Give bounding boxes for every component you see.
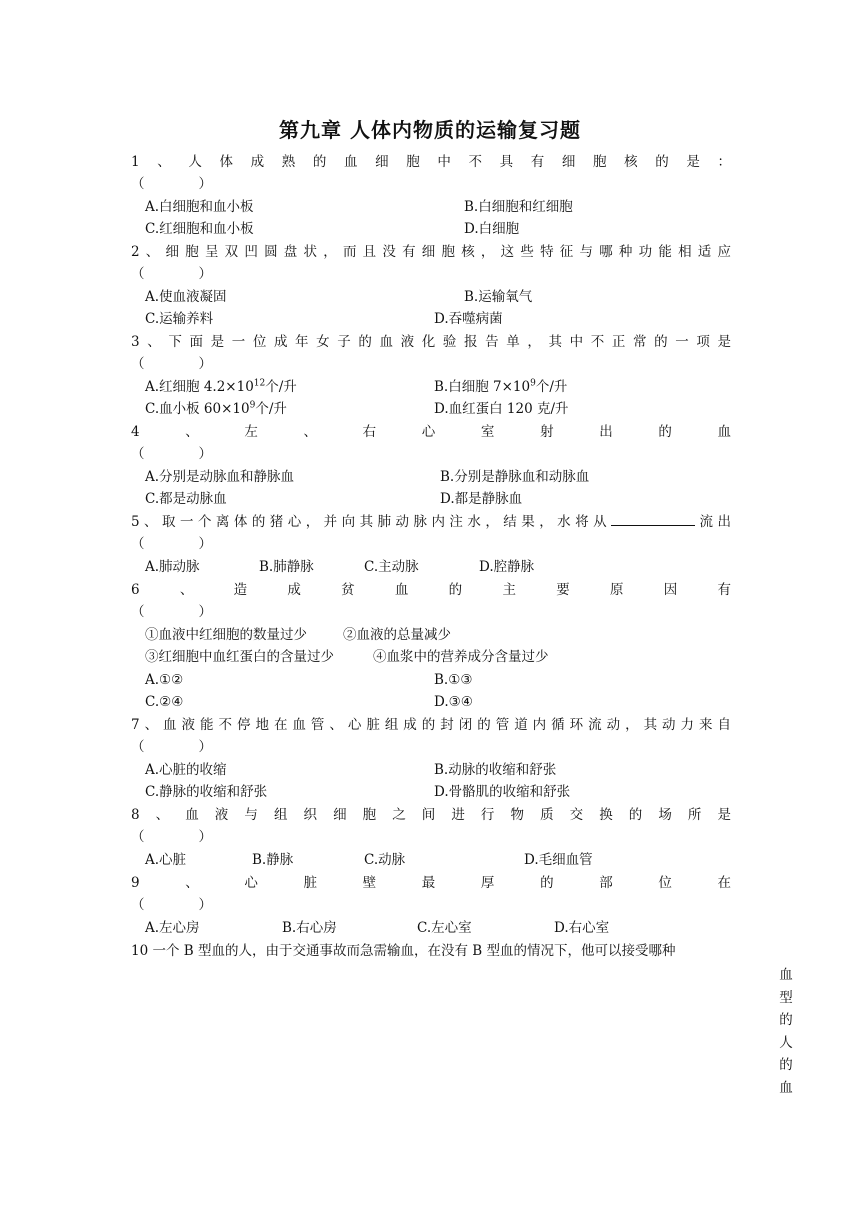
q6-option-d: D.③④ bbox=[434, 694, 473, 710]
q3-option-d: D.血红蛋白 120 克/升 bbox=[434, 401, 569, 417]
q3-option-a-exponent: 12 bbox=[253, 378, 266, 389]
question-9-answer-bracket: （ ） bbox=[131, 897, 212, 913]
continuation-char: 型 bbox=[779, 989, 793, 1006]
q8-option-c: C.动脉 bbox=[364, 852, 406, 868]
q3-option-a bbox=[145, 376, 297, 398]
q5-option-d: D.腔静脉 bbox=[479, 559, 535, 575]
question-3-answer-bracket: （ ） bbox=[131, 356, 212, 372]
question-4-answer-bracket: （ ） bbox=[131, 446, 212, 462]
q1-option-a: A.白细胞和血小板 bbox=[145, 199, 254, 215]
q9-option-b: B.右心房 bbox=[282, 920, 337, 936]
q6-option-b: B.①③ bbox=[434, 672, 473, 688]
question-5-stem-before: 5、取一个离体的猪心，并向其肺动脉内注水，结果，水将从 bbox=[131, 514, 612, 530]
answer-blank bbox=[611, 511, 695, 526]
question-7-stem: 7、血液能不停地在血管、心脏组成的封闭的管道内循环流动，其动力来自 bbox=[131, 717, 731, 733]
q6-option-a: A.①② bbox=[145, 672, 184, 688]
q7-option-c: C.静脉的收缩和舒张 bbox=[145, 784, 268, 800]
q9-option-c: C.左心室 bbox=[417, 920, 472, 936]
q6-item-3: ③红细胞中血红蛋白的含量过少 bbox=[145, 649, 334, 665]
question-1-answer-bracket: （ ） bbox=[131, 176, 212, 192]
question-8-answer-bracket: （ ） bbox=[131, 829, 212, 845]
continuation-char: 的 bbox=[779, 1012, 793, 1029]
q3-option-c bbox=[145, 398, 287, 420]
q8-option-b: B.静脉 bbox=[252, 852, 294, 868]
q2-option-a: A.使血液凝固 bbox=[145, 289, 227, 305]
question-7-answer-bracket: （ ） bbox=[131, 739, 212, 755]
q4-option-b: B.分别是静脉血和动脉血 bbox=[440, 469, 590, 485]
continuation-char: 人 bbox=[779, 1034, 793, 1051]
page-title: 第九章 人体内物质的运输复习题 bbox=[279, 118, 581, 142]
continuation-char: 血 bbox=[779, 967, 793, 983]
q3-option-a-unit: 个/升 bbox=[265, 379, 297, 395]
q7-option-a: A.心脏的收缩 bbox=[145, 762, 227, 778]
q7-option-d: D.骨骼肌的收缩和舒张 bbox=[434, 784, 571, 800]
q7-option-b: B.动脉的收缩和舒张 bbox=[434, 762, 557, 778]
question-2-stem: 2、细胞呈双凹圆盘状，而且没有细胞核，这些特征与哪种功能相适应 bbox=[131, 244, 731, 260]
question-9-stem: 9、心脏壁最厚的部位在 bbox=[131, 875, 731, 891]
q6-item-1: ①血液中红细胞的数量过少 bbox=[145, 627, 307, 643]
q3-option-c-text: C.血小板 60×10 bbox=[145, 401, 250, 417]
q9-option-d: D.右心室 bbox=[554, 920, 610, 936]
question-2-answer-bracket: （ ） bbox=[131, 266, 212, 282]
question-5-stem bbox=[131, 511, 731, 533]
question-1-stem: 1、人体成熟的血细胞中不具有细胞核的是： bbox=[131, 154, 731, 170]
q5-option-c: C.主动脉 bbox=[364, 559, 419, 575]
q3-option-c-unit: 个/升 bbox=[255, 401, 287, 417]
q3-option-b-exponent: 9 bbox=[530, 378, 536, 389]
q2-option-d: D.吞噬病菌 bbox=[434, 311, 503, 327]
question-4-stem: 4、左、右心室射出的血 bbox=[131, 424, 731, 440]
q2-option-c: C.运输养料 bbox=[145, 311, 214, 327]
q3-option-b bbox=[434, 376, 567, 398]
question-3-stem: 3、下面是一位成年女子的血液化验报告单，其中不正常的一项是 bbox=[131, 334, 731, 350]
q3-option-b-unit: 个/升 bbox=[535, 379, 568, 395]
q5-option-a: A.肺动脉 bbox=[145, 559, 200, 575]
q3-option-c-exponent: 9 bbox=[249, 400, 256, 411]
question-6-answer-bracket: （ ） bbox=[131, 604, 212, 620]
question-6-stem: 6、造成贫血的主要原因有 bbox=[131, 582, 731, 598]
question-5-answer-bracket: （ ） bbox=[131, 536, 212, 552]
question-10-continuation bbox=[776, 964, 796, 1100]
q8-option-d: D.毛细血管 bbox=[524, 852, 593, 868]
q1-option-c: C.红细胞和血小板 bbox=[145, 221, 254, 237]
continuation-char: 的 bbox=[779, 1057, 793, 1074]
q8-option-a: A.心脏 bbox=[145, 852, 187, 868]
q6-item-2: ②血液的总量减少 bbox=[343, 627, 451, 643]
q3-option-b-text: B.白细胞 7×10 bbox=[434, 379, 531, 395]
q1-option-b: B.白细胞和红细胞 bbox=[464, 199, 573, 215]
q4-option-a: A.分别是动脉血和静脉血 bbox=[145, 469, 295, 485]
q9-option-a: A.左心房 bbox=[145, 920, 200, 936]
q5-option-b: B.肺静脉 bbox=[259, 559, 314, 575]
question-5-stem-after: 流出 bbox=[695, 514, 732, 530]
q2-option-b: B.运输氧气 bbox=[464, 289, 533, 305]
q1-option-d: D.白细胞 bbox=[464, 221, 520, 237]
question-8-stem: 8、血液与组织细胞之间进行物质交换的场所是 bbox=[131, 807, 731, 823]
question-10-stem: 10 一个 B 型血的人，由于交通事故而急需输血，在没有 B 型血的情况下，他可以接受哪种 bbox=[131, 943, 676, 959]
q4-option-d: D.都是静脉血 bbox=[440, 491, 523, 507]
q6-item-4: ④血浆中的营养成分含量过少 bbox=[373, 649, 549, 665]
q4-option-c: C.都是动脉血 bbox=[145, 491, 227, 507]
continuation-char: 血 bbox=[779, 1079, 793, 1096]
q6-option-c: C.②④ bbox=[145, 694, 184, 710]
q3-option-a-text: A.红细胞 4.2×10 bbox=[145, 379, 254, 395]
